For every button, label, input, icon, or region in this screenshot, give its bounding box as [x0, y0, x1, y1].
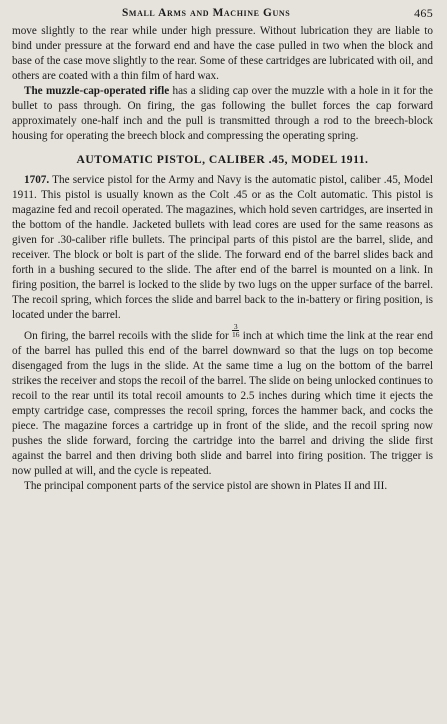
section-heading: AUTOMATIC PISTOL, CALIBER .45, MODEL 1911.: [76, 153, 369, 166]
fraction-denominator: 16: [231, 330, 240, 339]
firing-cycle-text-start: On firing, the barrel recoils with the slide for: [24, 330, 232, 342]
paragraph-number: 1707.: [24, 174, 50, 186]
paragraph-1707: [12, 173, 433, 323]
paragraph-1707-text: The service pistol for the Army and Navy is the automatic pistol, caliber .45, Model 1911. This pistol is usually known as the Colt .45 or as the Colt automatic. This pistol is magazine fed and recoil operated. The magazines, which hold seven cartridges, are inserted in the bottom of the handle. Jacketed bullets with lead cores are used for the same reasons as given for .30-caliber rifle bullets. The principal parts of this pistol are the barrel, slide, and receiver. The block or bolt is part of the slide. The forward end of the barrel slides back and forth in a bushing secured to the slide. The after end of the barrel is mounted on a link. In firing position, the barrel is locked to the slide by two lugs on the upper surface of the barrel. The recoil spring, which forces the slide and barrel back to the in-battery or firing position, is located under the barrel.: [12, 174, 434, 321]
muzzle-cap-rifle-text: has a sliding cap over the muzzle with a hole in it for the bullet to pass through. On firing, the gas following the bullet forces the cap forward approximately one-half inch and the pull is transmitted through a rod to the breech-block housing for operating the breech block and compressing the operating spring.: [12, 85, 433, 142]
page-number: 465: [414, 6, 433, 20]
paragraph-lubrication: move slightly to the rear while under high pressure. Without lubrication they are liable to bind under pressure at the forward end and have the case pulled in two when the block and base of the case move slightly to the rear. Some of these cartridges are lubricated with oil, and others are coated with a thin film of hard wax.: [12, 25, 433, 82]
page-header: [12, 4, 433, 22]
running-head: Small Arms and Machine Guns: [122, 7, 291, 19]
firing-cycle-text-end: inch at which time the link at the rear end of the barrel has pulled this end of the barrel downward so that the lugs on top become disengaged from the lugs in the slide. At the same time a lug on the bottom of the barrel strikes the receiver and stops the recoil of the barrel. The slide on being unlocked continues to recoil to the rear until its total recoil amounts to 2.5 inches during which time it ejects the empty cartridge case, compresses the recoil spring, forces the hammer back, and cocks the piece. The magazine forces a cartridge up in front of the slide, and the recoil spring now pushes the slide forward, forcing the cartridge into the barrel and driving the slide first against the barrel and then driving both slide and barrel into firing position. The trigger is now pulled at will, and the cycle is repeated.: [12, 330, 433, 477]
paragraph-firing-cycle: [12, 323, 433, 479]
fraction-numerator: 3: [233, 322, 238, 331]
paragraph-muzzle-cap-rifle: [12, 84, 433, 144]
muzzle-cap-rifle-term: The muzzle-cap-operated rifle: [24, 85, 170, 97]
paragraph-component-parts: The principal component parts of the service pistol are shown in Plates II and III.: [24, 480, 388, 492]
